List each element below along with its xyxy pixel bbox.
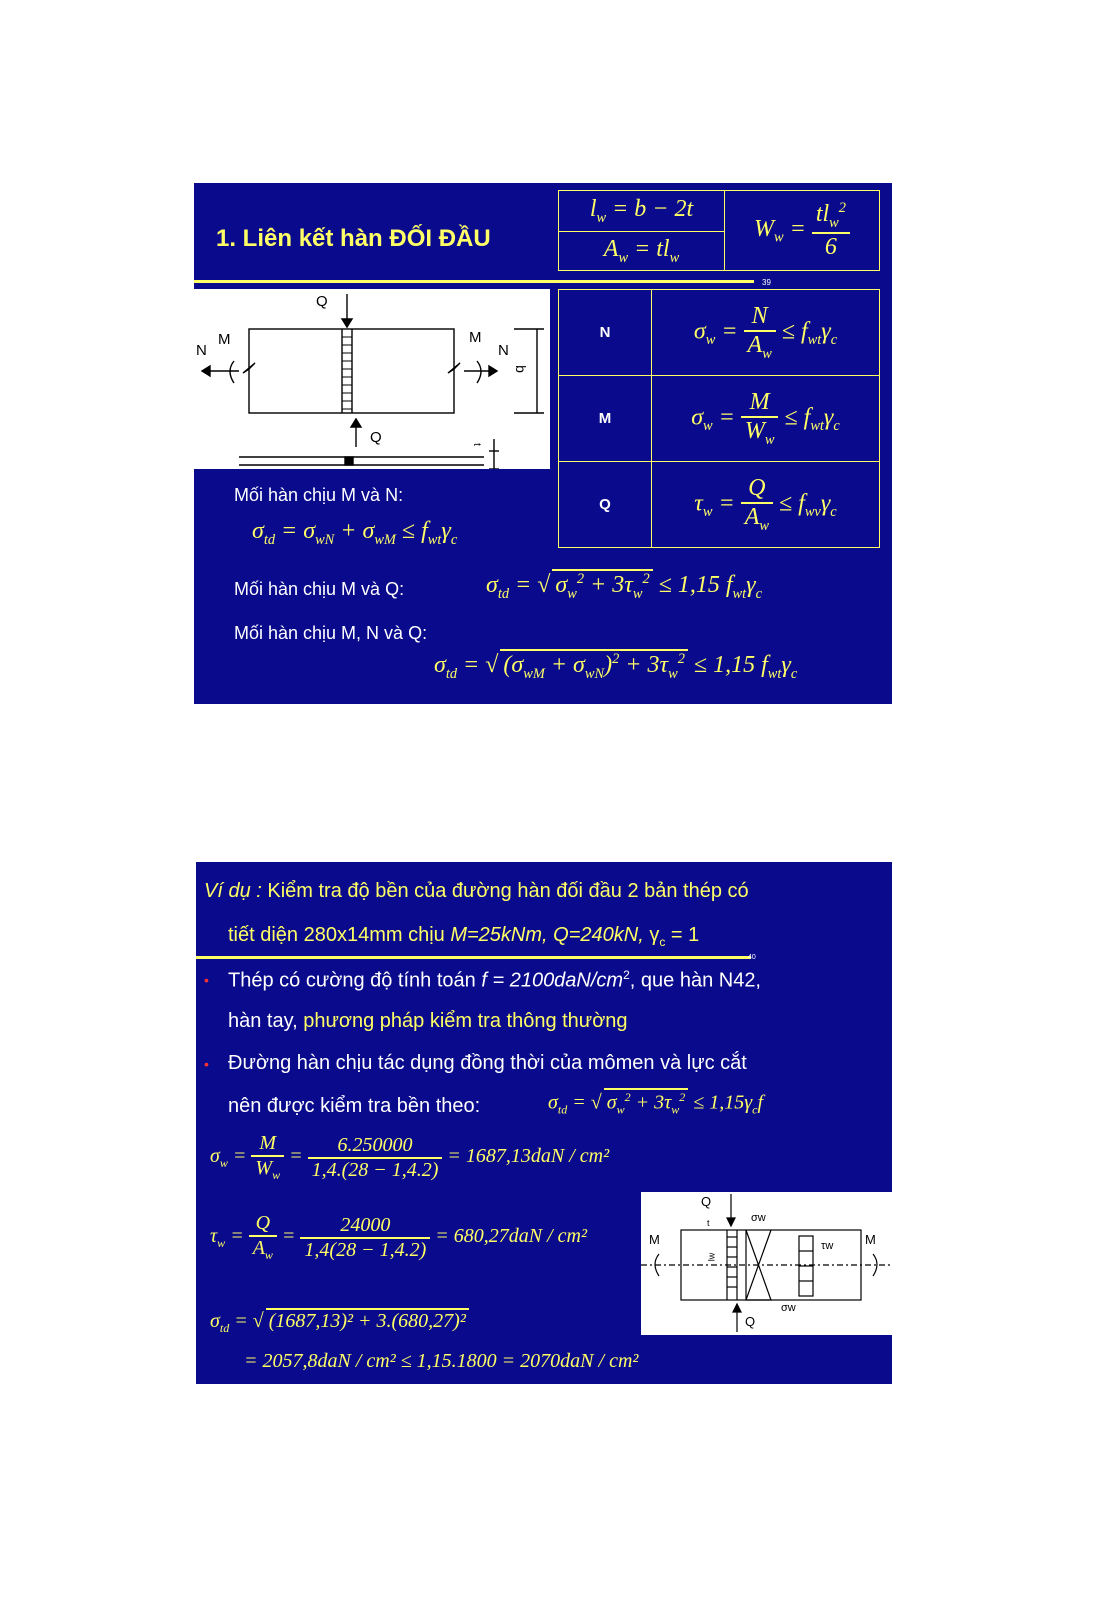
row-label-q: Q (558, 461, 652, 548)
row-label-m: M (558, 375, 652, 462)
example-underline (196, 956, 751, 959)
formula-aw-box: $A_w = tl_w$ (558, 231, 725, 271)
case-m-q-formula: $\sigma_{td}$ = √ $\sigma_w^2 + 3\tau_w^2 \le 1,15$ $f_{wt}\gamma_c$ (486, 571, 762, 602)
title-underline (194, 280, 754, 283)
stress-diagram-t: t (707, 1218, 710, 1228)
page-number: 39 (762, 278, 771, 287)
diagram-n-right: N (498, 342, 509, 359)
butt-weld-diagram (194, 289, 550, 469)
calc-sigma-denominator: 1,4.(28 − 1,4.2) (311, 1158, 439, 1181)
slide-1 (194, 183, 892, 704)
slide-2 (196, 862, 892, 1384)
stress-diagram-lw: lw (706, 1252, 717, 1262)
row-formula-m: $\sigma_w$ = $\frac{M}{W_w}$ ≤ $f_{wt}\gamma_c$ (651, 375, 880, 462)
bullet-1-text-a: Thép có cường độ tính toán (228, 969, 482, 992)
line-2-end: = 1 (665, 924, 700, 946)
line-2-gamma-sub: c (659, 935, 666, 949)
slide-title: 1. Liên kết hàn ĐỐI ĐẦU (216, 225, 491, 252)
calc-td-radicand: (1687,13)² + 3.(680,27)² (266, 1308, 469, 1333)
line-2-prefix: tiết diện 280x14mm chịu (228, 924, 451, 946)
stress-diagram-tau: τw (821, 1240, 834, 1252)
diagram-m-left: M (218, 331, 231, 348)
row-formula-n: $\sigma_w$ = $\frac{N}{A_w}$ ≤ $f_{wt}\gamma_c$ (651, 289, 880, 376)
stress-diagram (641, 1192, 892, 1335)
diagram-q-bottom: Q (370, 429, 382, 446)
bullet-1-line-1 (228, 968, 761, 993)
bullet-1: • (204, 972, 209, 988)
example-line-2 (228, 924, 699, 949)
stress-diagram-m-right: M (865, 1232, 876, 1247)
example-label: Ví dụ : (204, 880, 262, 902)
bullet-2-line-2: nên được kiểm tra bền theo: (228, 1095, 481, 1117)
calc-sigma-numerator: 6.250000 (308, 1134, 443, 1159)
bullet-1-highlight: phương pháp kiểm tra thông thường (303, 1010, 628, 1032)
stress-diagram-q-bottom: Q (745, 1314, 756, 1329)
bullet-1-line-2 (228, 1010, 628, 1033)
check-formula: $\sigma_{td}$ = √ $\sigma_w^2 + 3\tau_w^2 \le 1,15\gamma_cf$ (548, 1090, 764, 1117)
calc-tau-result: = 680,27daN / cm² (435, 1225, 587, 1248)
bullet-1-strength: f = 2100daN/cm (481, 969, 624, 992)
calc-tau-numerator: 24000 (300, 1214, 430, 1239)
case-m-q-label: Mối hàn chịu M và Q: (234, 579, 405, 599)
line-2-gamma: γ (643, 924, 660, 946)
formula-ww-box: $W_w$ = $\frac{tl_w^2}{6}$ (724, 190, 880, 271)
page-number-2: 40 (748, 954, 756, 961)
diagram-b: b (512, 365, 529, 373)
bullet-1-sup: 2 (623, 968, 630, 982)
stress-diagram-sigma-top: σw (751, 1212, 766, 1224)
case-m-n-label: Mối hàn chịu M và N: (234, 485, 404, 505)
stress-diagram-q-top: Q (701, 1194, 712, 1209)
line-2-shear: Q=240kN, (547, 924, 644, 946)
stress-diagram-sigma-bottom: σw (781, 1302, 796, 1314)
diagram-t: t (470, 443, 482, 446)
case-m-n-q-formula: $\sigma_{td}$ = √ $(\sigma_{wM} + \sigma_{wN})^2 + 3\tau_w^2 \le 1,15$ $f_{wt}\gamma_c$ (434, 651, 798, 682)
diagram-m-right: M (469, 329, 482, 346)
diagram-n-left: N (196, 342, 207, 359)
line-2-moment: M=25kNm, (450, 924, 548, 946)
bullet-1-text-c: hàn tay, (228, 1010, 304, 1032)
calc-sigma-result: = 1687,13daN / cm² (447, 1145, 610, 1168)
calc-tau-denominator: 1,4(28 − 1,4.2) (304, 1238, 427, 1261)
stress-diagram-m-left: M (649, 1232, 660, 1247)
bullet-2-line-1: Đường hàn chịu tác dụng đồng thời của mômen và lực cắt (228, 1052, 747, 1074)
case-m-n-formula: $\sigma_{td} = \sigma_{wN} + \sigma_{wM} \le f_{wt}\gamma_c$ (252, 518, 458, 548)
row-formula-q: $\tau_w$ = $\frac{Q}{A_w}$ ≤ $f_{wv}\gamma_c$ (651, 461, 880, 548)
row-label-n: N (558, 289, 652, 376)
diagram-q-top: Q (316, 293, 328, 310)
calc-sigma: $\sigma_w$ = $\frac{M}{W_w}$ = $\frac{6.250000}{1,4.(28 - 1,4.2)}$ = 1687,13daN / cm² (210, 1132, 610, 1182)
calc-tau: $\tau_w$ = $\frac{Q}{A_w}$ = $\frac{24000}{1,4(28 - 1,4.2)}$ = 680,27daN / cm² (210, 1212, 587, 1262)
case-m-n-q-label: Mối hàn chịu M, N và Q: (234, 623, 428, 643)
example-line-1 (204, 880, 749, 903)
example-line-1-text: Kiểm tra độ bền của đường hàn đối đầu 2 bản thép có (261, 880, 749, 902)
calc-td-line-2: = 2057,8daN / cm² ≤ 1,15.1800 = 2070daN / cm² (244, 1350, 639, 1372)
bullet-1-text-b: , que hàn N42, (629, 969, 761, 992)
formula-lw-box: $l_w = b - 2t$ (558, 190, 725, 232)
bullet-2: • (204, 1056, 209, 1072)
calc-td-line-1: $\sigma_{td}$ = √ (1687,13)² + 3.(680,27)² (210, 1308, 469, 1336)
